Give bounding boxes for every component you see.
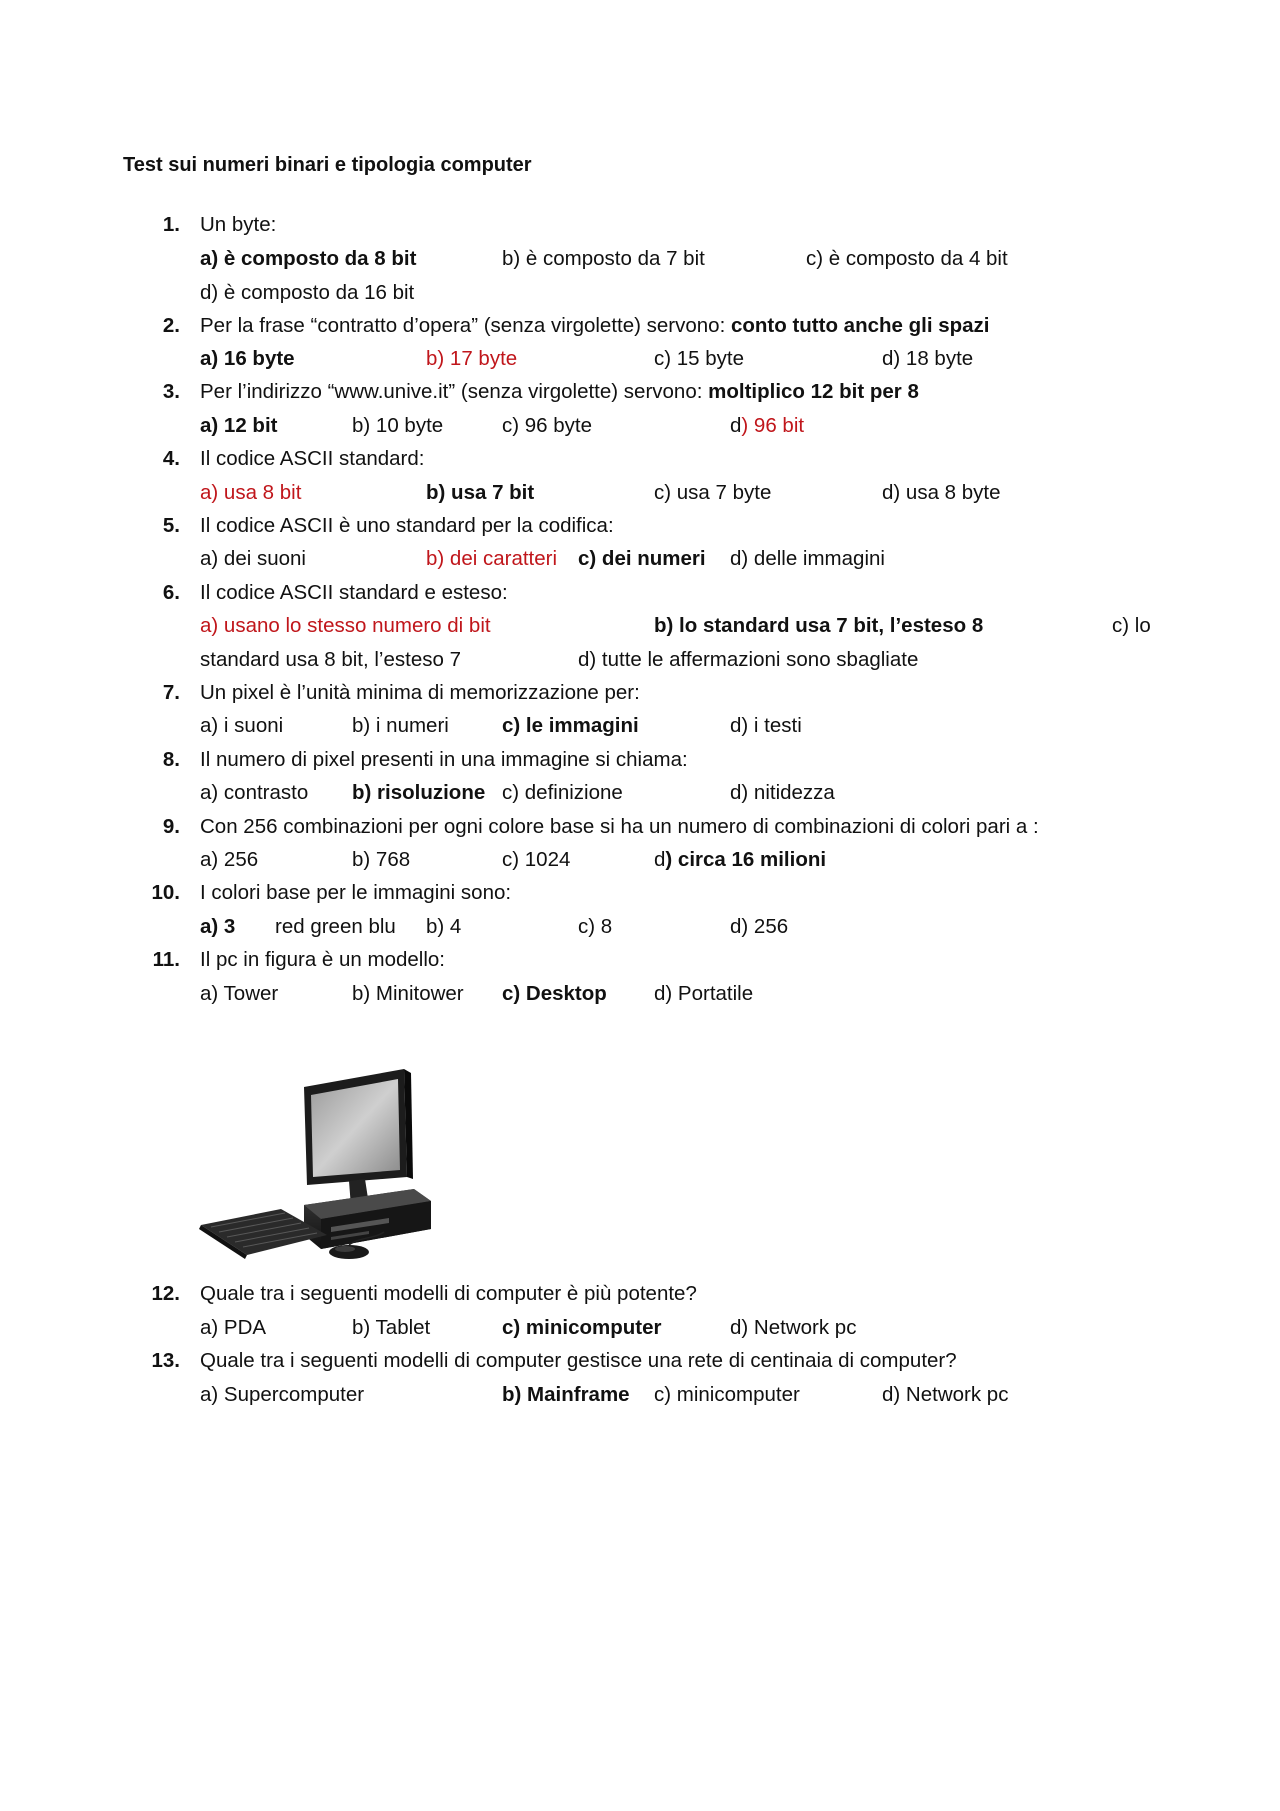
question-prompt: Per la frase “contratto d’opera” (senza virgolette) servono: xyxy=(200,314,731,337)
question-10 xyxy=(0,876,1280,910)
question-prompt: Per l’indirizzo “www.unive.it” (senza virgolette) servono: xyxy=(200,380,709,403)
question-3 xyxy=(0,375,1280,409)
question-7 xyxy=(0,676,1280,710)
option-c: c) 8 xyxy=(578,915,613,938)
option-d: d) Network pc xyxy=(730,1316,857,1339)
option-b: b) Tablet xyxy=(352,1316,431,1339)
option-b: b) lo standard usa 7 bit, l’esteso 8 xyxy=(654,614,984,637)
option-c: c) minicomputer xyxy=(654,1383,800,1406)
option-a: a) è composto da 8 bit xyxy=(200,247,417,270)
question-number: 3. xyxy=(162,380,180,403)
teacher-note: conto tutto anche gli spazi xyxy=(730,314,990,337)
option-b: b) è composto da 7 bit xyxy=(502,247,705,270)
question-2-options xyxy=(0,342,1280,376)
question-5 xyxy=(0,509,1280,543)
option-a: a) 3 xyxy=(200,915,236,938)
option-letter: d xyxy=(654,848,666,871)
desktop-computer-icon xyxy=(199,1067,445,1259)
teacher-note: moltiplico 12 bit per 8 xyxy=(708,380,919,403)
question-6 xyxy=(0,576,1280,610)
option-b: b) 17 byte xyxy=(426,347,518,370)
option-a: a) 256 xyxy=(200,848,259,871)
question-number: 6. xyxy=(162,581,180,604)
question-number: 5. xyxy=(162,514,180,537)
question-number: 9. xyxy=(162,815,180,838)
option-d: d) delle immagini xyxy=(730,547,885,570)
question-6-options-cont xyxy=(0,643,1280,677)
option-b: b) 10 byte xyxy=(352,414,444,437)
option-d: d) Network pc xyxy=(882,1383,1009,1406)
option-a: a) Tower xyxy=(200,982,279,1005)
option-b: b) Minitower xyxy=(352,982,464,1005)
option-a: a) i suoni xyxy=(200,714,284,737)
question-number: 13. xyxy=(151,1349,180,1372)
option-b: b) i numeri xyxy=(352,714,449,737)
option-b: b) dei caratteri xyxy=(426,547,558,570)
question-6-options xyxy=(0,609,1280,643)
option-a: a) 12 bit xyxy=(200,414,278,437)
option-c-continued: standard usa 8 bit, l’esteso 7 xyxy=(200,648,461,671)
option-c: c) 1024 xyxy=(502,848,571,871)
option-d: d) 256 xyxy=(730,915,789,938)
option-d: d) i testi xyxy=(730,714,802,737)
option-c: c) 15 byte xyxy=(654,347,745,370)
question-9-options xyxy=(0,843,1280,877)
option-c: c) le immagini xyxy=(502,714,639,737)
option-c: c) lo xyxy=(1112,614,1151,637)
document-title: Test sui numeri binari e tipologia computer xyxy=(123,154,532,176)
option-d: d) nitidezza xyxy=(730,781,835,804)
question-12-options xyxy=(0,1311,1280,1345)
question-number: 4. xyxy=(162,447,180,470)
question-text: Il codice ASCII standard e esteso: xyxy=(200,581,508,604)
question-text: Il codice ASCII è uno standard per la codifica: xyxy=(200,514,614,537)
option-d xyxy=(654,843,826,877)
question-text: Un pixel è l’unità minima di memorizzazione per: xyxy=(200,681,640,704)
option-a: a) usano lo stesso numero di bit xyxy=(200,614,491,637)
question-8-options xyxy=(0,776,1280,810)
option-text: ) circa 16 milioni xyxy=(665,848,827,871)
option-b: b) 4 xyxy=(426,915,462,938)
question-8 xyxy=(0,743,1280,777)
question-11-options xyxy=(0,977,1280,1011)
option-b: b) usa 7 bit xyxy=(426,481,535,504)
option-d: d) Portatile xyxy=(654,982,754,1005)
option-a: a) Supercomputer xyxy=(200,1383,365,1406)
question-3-options xyxy=(0,409,1280,443)
question-number: 1. xyxy=(162,213,180,236)
question-number: 10. xyxy=(151,881,180,904)
option-c: c) Desktop xyxy=(502,982,607,1005)
option-c: c) minicomputer xyxy=(502,1316,662,1339)
question-9 xyxy=(0,810,1280,844)
question-text xyxy=(200,375,919,409)
question-text: Quale tra i seguenti modelli di computer gestisce una rete di centinaia di computer? xyxy=(200,1349,957,1372)
question-10-options xyxy=(0,910,1280,944)
question-number: 11. xyxy=(152,948,180,971)
option-d: d) tutte le affermazioni sono sbagliate xyxy=(578,648,919,671)
option-a: a) PDA xyxy=(200,1316,267,1339)
question-number: 8. xyxy=(162,748,180,771)
option-a-note: red green blu xyxy=(275,915,396,938)
option-a: a) dei suoni xyxy=(200,547,306,570)
option-d: d) 18 byte xyxy=(882,347,974,370)
question-13 xyxy=(0,1344,1280,1378)
option-letter: d xyxy=(730,414,742,437)
question-text: Un byte: xyxy=(200,213,277,236)
question-4 xyxy=(0,442,1280,476)
question-1-options-cont xyxy=(0,276,1280,310)
option-d xyxy=(730,409,804,443)
question-5-options xyxy=(0,542,1280,576)
question-4-options xyxy=(0,476,1280,510)
option-c: c) dei numeri xyxy=(578,547,706,570)
option-a: a) usa 8 bit xyxy=(200,481,302,504)
question-number: 7. xyxy=(162,681,180,704)
option-d: d) è composto da 16 bit xyxy=(200,281,415,304)
question-text: Quale tra i seguenti modelli di computer è più potente? xyxy=(200,1282,697,1305)
question-13-options xyxy=(0,1378,1280,1412)
option-b: b) 768 xyxy=(352,848,411,871)
question-text: I colori base per le immagini sono: xyxy=(200,881,512,904)
option-c: c) usa 7 byte xyxy=(654,481,772,504)
option-text: ) 96 bit xyxy=(741,414,805,437)
option-c: c) 96 byte xyxy=(502,414,593,437)
option-c: c) è composto da 4 bit xyxy=(806,247,1008,270)
question-7-options xyxy=(0,709,1280,743)
question-11 xyxy=(0,943,1280,977)
question-1 xyxy=(0,208,1280,242)
question-number: 12. xyxy=(151,1282,180,1305)
option-a: a) 16 byte xyxy=(200,347,295,370)
question-text: Con 256 combinazioni per ogni colore base si ha un numero di combinazioni di colori pari a : xyxy=(200,815,1039,838)
question-text: Il pc in figura è un modello: xyxy=(200,948,445,971)
option-b: b) risoluzione xyxy=(352,781,486,804)
option-c: c) definizione xyxy=(502,781,623,804)
option-b: b) Mainframe xyxy=(502,1383,630,1406)
question-text: Il codice ASCII standard: xyxy=(200,447,425,470)
question-2 xyxy=(0,309,1280,343)
question-12 xyxy=(0,1277,1280,1311)
question-number: 2. xyxy=(162,314,180,337)
option-a: a) contrasto xyxy=(200,781,309,804)
question-text: Il numero di pixel presenti in una immagine si chiama: xyxy=(200,748,688,771)
question-text xyxy=(200,309,990,343)
option-d: d) usa 8 byte xyxy=(882,481,1001,504)
question-1-options xyxy=(0,242,1280,276)
